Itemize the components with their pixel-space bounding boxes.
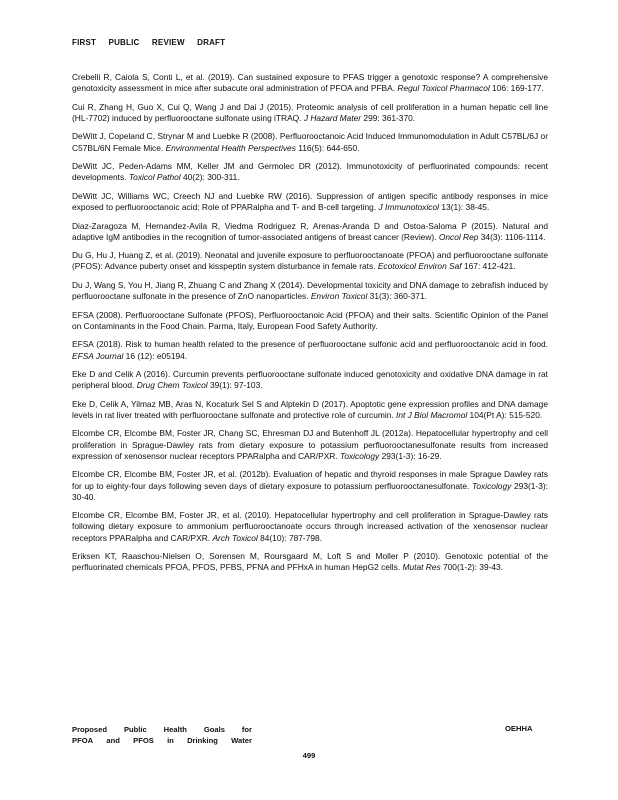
footer-title-line-1: Proposed Public Health Goals for bbox=[72, 725, 252, 734]
page-number: 499 bbox=[302, 751, 316, 760]
reference-entry: Eke D, Celik A, Yilmaz MB, Aras N, Kocaturk Sel S and Alptekin D (2017). Apoptotic gene expression profiles and DNA damage levels in rat liver treated with perfluorooctane sulfonate and protective role of curcumin. Int J Biol Macromol 104(Pt A): 515-520. bbox=[72, 398, 548, 420]
footer-agency: OEHHA bbox=[505, 724, 533, 733]
reference-entry: Crebelli R, Caiola S, Conti L, et al. (2019). Can sustained exposure to PFAS trigger a genotoxic response? A comprehensive genotoxicity assessment in mice after subacute oral administration of PFOA and PFBA. Regul Toxicol Pharmacol 106: 169-177. bbox=[72, 72, 548, 94]
draft-header: FIRST PUBLIC REVIEW DRAFT bbox=[72, 38, 226, 47]
reference-entry: Du G, Hu J, Huang Z, et al. (2019). Neonatal and juvenile exposure to perfluorooctanoate (PFOA) and perfluorooctane sulfonate (PFOS): Advance puberty onset and kisspeptin system disturbance in female rats. Ecotoxicol Environ Saf 167: 412-421. bbox=[72, 250, 548, 272]
reference-entry: DeWitt J, Copeland C, Strynar M and Luebke R (2008). Perfluorooctanoic Acid Induced Immunomodulation in Adult C57BL/6J or C57BL/6N Female Mice. Environmental Health Perspectives 116(5): 644-650. bbox=[72, 131, 548, 153]
footer-title-line-2: PFOA and PFOS in Drinking Water bbox=[72, 736, 252, 745]
reference-entry: Eke D and Celik A (2016). Curcumin prevents perfluorooctane sulfonate induced genotoxicity and oxidative DNA damage in rat peripheral blood. Drug Chem Toxicol 39(1): 97-103. bbox=[72, 369, 548, 391]
reference-list bbox=[72, 72, 548, 581]
reference-entry: Diaz-Zaragoza M, Hernandez-Avila R, Viedma Rodriguez R, Arenas-Aranda D and Ostoa-Saloma P (2015). Natural and adaptive IgM antibodies in the recognition of tumor-associated antigens of breast cancer (Review). Oncol Rep 34(3): 1106-1114. bbox=[72, 220, 548, 242]
reference-entry: Elcombe CR, Elcombe BM, Foster JR, et al. (2010). Hepatocellular hypertrophy and cell proliferation in Sprague-Dawley rats following dietary exposure to ammonium perfluorooctanoate occurs through increased activation of the xenosensor nuclear receptors PPARalpha and CAR/PXR. Arch Toxicol 84(10): 787-798. bbox=[72, 510, 548, 543]
reference-entry: Cui R, Zhang H, Guo X, Cui Q, Wang J and Dai J (2015). Proteomic analysis of cell proliferation in a human hepatic cell line (HL-7702) induced by perfluorooctane sulfonate using iTRAQ. J Hazard Mater 299: 361-370. bbox=[72, 101, 548, 123]
reference-entry: EFSA (2008). Perfluorooctane Sulfonate (PFOS), Perfluorooctanoic Acid (PFOA) and their salts. Scientific Opinion of the Panel on Contaminants in the Food Chain. Parma, Italy, European Food Safety Authority. bbox=[72, 309, 548, 331]
reference-entry: Elcombe CR, Elcombe BM, Foster JR, Chang SC, Ehresman DJ and Butenhoff JL (2012a). Hepatocellular hypertrophy and cell proliferation in Sprague-Dawley rats from dietary exposure to potassium perfluorooctanesulfonate results from increased expression of xenosensor nuclear receptors PPARalpha and CAR/PXR. Toxicology 293(1-3): 16-29. bbox=[72, 428, 548, 461]
reference-entry: Eriksen KT, Raaschou-Nielsen O, Sorensen M, Roursgaard M, Loft S and Moller P (2010). Genotoxic potential of the perfluorinated chemicals PFOA, PFOS, PFBS, PFNA and PFHxA in human HepG2 cells. Mutat Res 700(1-2): 39-43. bbox=[72, 551, 548, 573]
reference-entry: DeWitt JC, Williams WC, Creech NJ and Luebke RW (2016). Suppression of antigen specific antibody responses in mice exposed to perfluorooctanoic acid: Role of PPARalpha and T- and B-cell targeting. J Immunotoxicol 13(1): 38-45. bbox=[72, 190, 548, 213]
footer-document-title bbox=[72, 724, 252, 746]
reference-entry: Elcombe CR, Elcombe BM, Foster JR, et al. (2012b). Evaluation of hepatic and thyroid responses in male Sprague Dawley rats for up to eighty-four days following seven days of dietary exposure to potassium perfluorooctanesulfonate. Toxicology 293(1-3): 30-40. bbox=[72, 469, 548, 502]
reference-entry: Du J, Wang S, You H, Jiang R, Zhuang C and Zhang X (2014). Developmental toxicity and DNA damage to zebrafish induced by perfluorooctane sulfonate in the presence of ZnO nanoparticles. Environ Toxicol 31(3): 360-371. bbox=[72, 279, 548, 302]
reference-entry: EFSA (2018). Risk to human health related to the presence of perfluorooctane sulfonic acid and perfluorooctanoic acid in food. EFSA Journal 16 (12): e05194. bbox=[72, 339, 548, 361]
reference-entry: DeWitt JC, Peden-Adams MM, Keller JM and Germolec DR (2012). Immunotoxicity of perfluorinated compounds: recent developments. Toxicol Pathol 40(2): 300-311. bbox=[72, 161, 548, 183]
